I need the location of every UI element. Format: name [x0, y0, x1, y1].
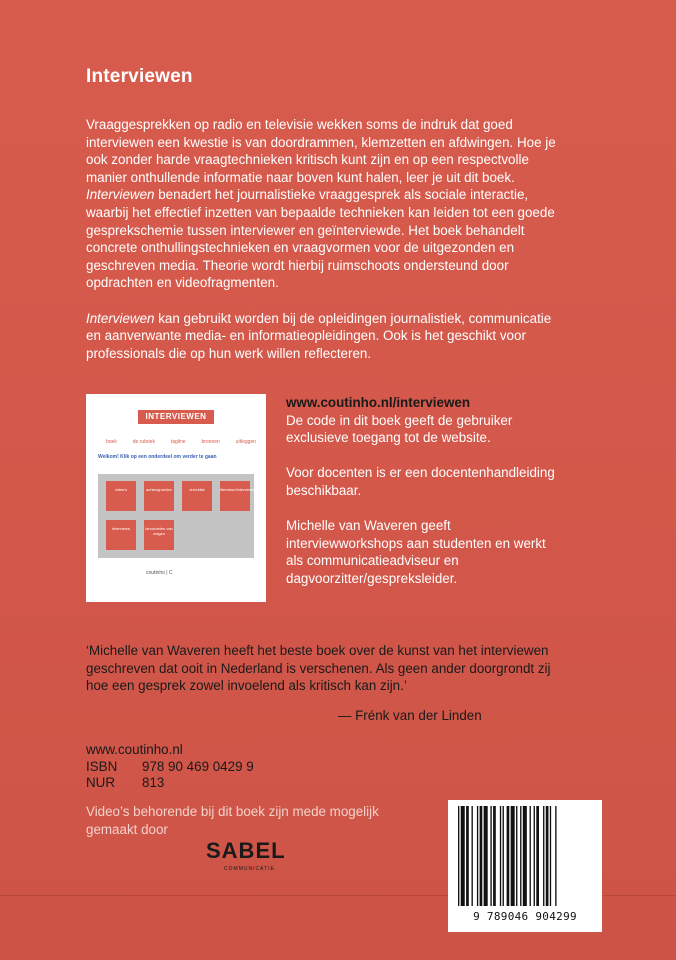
barcode-bar: [507, 806, 510, 906]
barcode-bar: [546, 806, 549, 906]
barcode-bar: [500, 806, 501, 906]
review-quote: ‘Michelle van Waveren heeft het beste boek over de kunst van het interviewen geschreven dat ooit in Nederland is verschenen. Als geen ander doorgrondt zij hoe een gesprek zowel invoelend als kritisch kan zijn.’: [86, 643, 551, 694]
barcode-bar: [461, 806, 465, 906]
barcode-bar: [493, 806, 496, 906]
barcode-bar: [458, 806, 459, 906]
paragraph-intro: Vraaggesprekken op radio en televisie wekken soms de indruk dat goed interviewen een kwestie is van doordrammen, klemzetten en afdwingen. Hoe je ook zonder harde vraagtechnieken kritisch kunt zijn en op een respectvolle manier onthullende informatie naar boven kunt halen, leer je uit dit boek.: [86, 117, 556, 185]
nur-value: 813: [142, 775, 165, 790]
website-tile: beoordelen van vragen: [144, 520, 174, 550]
isbn-barcode: [448, 800, 602, 932]
barcode-bar: [530, 806, 531, 906]
nav-item: uitleggen: [235, 439, 256, 445]
barcode-bar: [516, 806, 517, 906]
isbn-value: 978 90 469 0429 9: [142, 758, 254, 774]
website-banner: INTERVIEWEN: [138, 410, 214, 424]
barcode-bar: [555, 806, 556, 906]
barcode-bar: [480, 806, 483, 906]
website-url: www.coutinho.nl/interviewen: [286, 395, 471, 410]
title-italic: Interviewen: [86, 310, 155, 326]
barcode-bar: [503, 806, 504, 906]
barcode-bar: [511, 806, 515, 906]
paragraph-approach: Interviewen benadert het journalistieke vraaggesprek als sociale interactie, waarbij het effectief inzetten van bepaalde technieken kan leiden tot een goede gesprekschemie tussen interviewer en geïnterviewde. Het boek behandelt concrete onthullingstechnieken en vraagvormen voor de uitgezonden en geschreven media. Theorie wordt hierbij ruimschoots ondersteund door opdrachten en videofragmenten.: [86, 187, 555, 291]
website-tile: checklist: [182, 481, 212, 511]
website-info: [286, 394, 556, 588]
barcode-bar: [550, 806, 551, 906]
title-italic: Interviewen: [86, 187, 155, 203]
nur-label: NUR: [86, 775, 116, 790]
paragraph-audience: Interviewen kan gebruikt worden bij de opleidingen journalistiek, communicatie en aanverwante media- en informatieopleidingen. Ook is het geschikt voor professionals die op hun werk willen reflecteren.: [86, 310, 552, 361]
barcode-bar: [536, 806, 539, 906]
barcode-bar: [484, 806, 488, 906]
barcode-bar: [477, 806, 478, 906]
barcode-bar: [543, 806, 544, 906]
website-nav: [106, 439, 256, 445]
barcode-bars: [456, 806, 594, 908]
nav-item: bronnen: [201, 439, 220, 445]
sabel-logo-sub: COMMUNICATIE: [224, 866, 275, 872]
publisher-info: [86, 742, 254, 792]
barcode-bar: [534, 806, 535, 906]
book-title: Interviewen: [86, 66, 193, 87]
video-sponsor-note: Video’s behorende bij dit boek zijn mede mogelijk gemaakt door: [86, 804, 379, 837]
isbn-label: ISBN: [86, 758, 118, 774]
website-tile: achtergronden: [144, 481, 174, 511]
barcode-bar: [472, 806, 473, 906]
website-screenshot: [86, 394, 266, 602]
author-bio: Michelle van Waveren geeft interviewworkshops aan studenten en werkt als communicatieadviseur en dagvoorzitter/gespreksleider.: [286, 518, 546, 586]
description: [86, 116, 556, 362]
website-footer-logo: coutinho | C: [146, 570, 173, 576]
publisher-site: www.coutinho.nl: [86, 742, 183, 757]
barcode-bar: [520, 806, 521, 906]
website-welcome: Welkom! Klik op een onderdeel om verder te gaan: [98, 454, 217, 460]
barcode-bar: [523, 806, 527, 906]
website-tile: video's: [106, 481, 136, 511]
teacher-manual-note: Voor docenten is er een docentenhandleiding beschikbaar.: [286, 465, 555, 498]
nav-item: de rubriek: [132, 439, 155, 445]
barcode-bar: [490, 806, 491, 906]
barcode-bar: [466, 806, 469, 906]
barcode-digits: 9 789046 904299: [473, 910, 577, 923]
access-code-note: De code in dit boek geeft de gebruiker exclusieve toegang tot de website.: [286, 412, 513, 446]
website-tile: interviews: [106, 520, 136, 550]
website-tile: literatuur/interviews: [220, 481, 250, 511]
nav-item: tagline: [170, 439, 186, 445]
sabel-logo: SABEL: [206, 838, 286, 863]
nav-item: boek: [106, 439, 117, 445]
quote-attribution: — Frénk van der Linden: [338, 708, 482, 723]
website-tile-panel: [98, 474, 254, 558]
